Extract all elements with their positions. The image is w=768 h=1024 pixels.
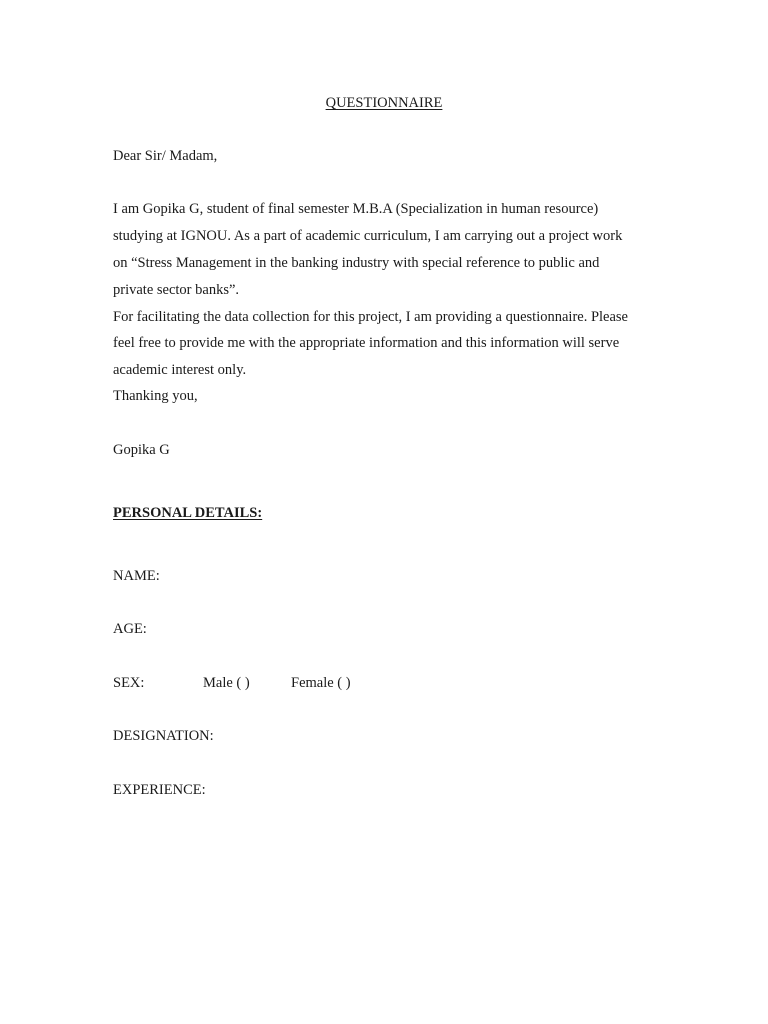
closing-text: Thanking you,	[113, 388, 198, 404]
intro-line-2: studying at IGNOU. As a part of academic curriculum, I am carrying out a project work	[113, 228, 623, 244]
intro-line-3: on “Stress Management in the banking industry with special reference to public and	[113, 255, 600, 271]
document-title: QUESTIONNAIRE	[325, 95, 443, 111]
name-label: NAME:	[113, 568, 160, 584]
signature-name: Gopika G	[113, 442, 170, 458]
female-option[interactable]: Female ( )	[291, 675, 351, 691]
intro-line-6: feel free to provide me with the appropriate information and this information will serve	[113, 335, 620, 351]
intro-line-5: For facilitating the data collection for this project, I am providing a questionnaire. Please	[113, 309, 628, 325]
sex-row	[113, 674, 351, 692]
intro-line-7: academic interest only.	[113, 362, 247, 378]
intro-line-1: I am Gopika G, student of final semester M.B.A (Specialization in human resource)	[113, 201, 599, 217]
salutation: Dear Sir/ Madam,	[113, 148, 218, 164]
designation-label: DESIGNATION:	[113, 728, 214, 744]
experience-label: EXPERIENCE:	[113, 782, 206, 798]
age-label: AGE:	[113, 621, 147, 637]
sex-label: SEX:	[113, 675, 145, 691]
personal-details-heading: PERSONAL DETAILS:	[113, 505, 263, 521]
intro-line-4: private sector banks”.	[113, 282, 240, 298]
male-option[interactable]: Male ( )	[203, 675, 250, 691]
